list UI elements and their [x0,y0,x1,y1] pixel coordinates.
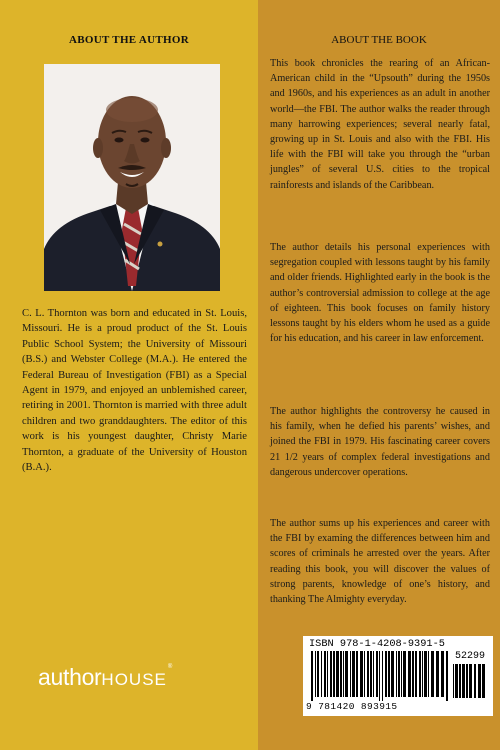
barcode-bar [364,651,365,697]
barcode-bar [428,651,429,697]
logo-author-text: author [38,664,102,690]
barcode-bar [398,651,400,697]
barcode-bar [388,651,390,697]
barcode-bar [311,651,313,701]
barcode-bar [441,651,444,697]
logo-registered-mark: ® [167,664,173,670]
barcode-bar [330,651,332,697]
author-bio: C. L. Thornton was born and educated in St. Louis, Missouri. He is a proud product of the St. Louis Public School System; the University of Missouri (B.S.) and Webster College (M.A.). He entered the Federal Bureau of Investigation (FBI) as a Special Agent in 1979, and enjoyed an unblemished career, retiring in 2001. Thornton is married with three adult children and two granddaughters. The editor of this work is his youngest daughter, Christy Marie Thornton, a graduate of the University of Houston (B.A.). [22,308,247,474]
barcode-bar [315,651,316,697]
book-paragraph: The author sums up his experiences and career with the FBI by examing the differences between him and scores of criminals he arrested over the years. After reading this book, you will discover the values of strong parents, knowledge of one’s history, and thanking The Almighty everyday. [270,518,490,606]
isbn-barcode [303,636,493,716]
barcode-bar [422,651,423,697]
barcode-bar [317,651,319,697]
book-paragraph: This book chronicles the rearing of an African-American child in the “Upsouth” during the 1950s and 1960s, and his experiences as an adult in another world—the FBI. The author walks the reader through many harrowing experiences; several nearly fatal, growing up in St. Louis and also with the FBI. His life with the FBI will take you through the “urban jungles” of several U.S. cities to the tropical rainforests and islands of the Caribbean. [270,58,490,191]
ean-digits: 9 781420 893915 [306,701,398,712]
barcode-bar [367,651,369,697]
barcode-bar [356,651,358,697]
barcode-bar [343,651,344,697]
barcode-bar [424,651,427,697]
barcode-bar [436,651,439,697]
barcode-bar [415,651,417,697]
barcode-bar [478,664,481,698]
book-paragraph: The author highlights the controversy he caused in his family, when he defied his parents’ wishes, and joined the FBI in 1979. His fascinating career covers 21 1/2 years of complex federal investigations and dangerous undercover operations. [270,406,490,478]
barcode-bar [459,664,461,698]
barcode-bar [352,651,355,697]
barcode-bar [401,651,402,697]
barcode-bar [385,651,387,697]
barcode-bar [469,664,472,698]
barcode-bar [350,651,351,697]
barcode-bar [403,651,406,697]
barcode-bar [382,651,383,701]
barcode-bar [446,651,448,701]
barcode-bar [379,651,380,701]
barcode-bar [453,664,454,698]
book-panel [258,0,500,750]
barcode-bar [482,664,485,698]
barcode-bar [373,651,374,697]
barcode-bar [333,651,335,697]
barcode-bar [419,651,421,697]
barcode-bar [466,664,468,698]
barcode-bar [370,651,372,697]
barcode-bar [340,651,342,697]
author-photo [44,64,220,291]
price-barcode-bars [453,664,489,702]
logo-house-text: HOUSE [101,670,167,689]
barcode-bar [462,664,465,698]
barcode-bar [412,651,414,697]
price-code: 52299 [455,651,486,662]
barcode-bar [321,651,322,697]
barcode-bar [376,651,378,697]
barcode-bar [474,664,476,698]
publisher-logo [38,664,172,691]
barcode-bar [327,651,328,697]
barcode-bar [336,651,339,697]
barcode-bar [345,651,348,697]
barcode-bar [396,651,397,697]
barcode-bar [391,651,394,697]
isbn-label: ISBN 978-1-4208-9391-5 [309,638,445,650]
barcode-bar [408,651,411,697]
barcode-bar [455,664,458,698]
ean-barcode-bars [311,651,449,701]
author-heading: ABOUT THE AUTHOR [69,34,189,46]
book-heading: ABOUT THE BOOK [331,34,427,46]
book-paragraph: The author details his personal experiences with segregation coupled with lessons taught by his family and older friends. Highlighted early in the book is the author’s controversial admission to college at the age of eighteen. This book focuses on family history lessons taught by his elders whom he used as a guide for his education, and his career in law enforcement. [270,242,490,345]
barcode-bar [324,651,326,697]
barcode-bar [360,651,363,697]
barcode-bar [431,651,434,697]
